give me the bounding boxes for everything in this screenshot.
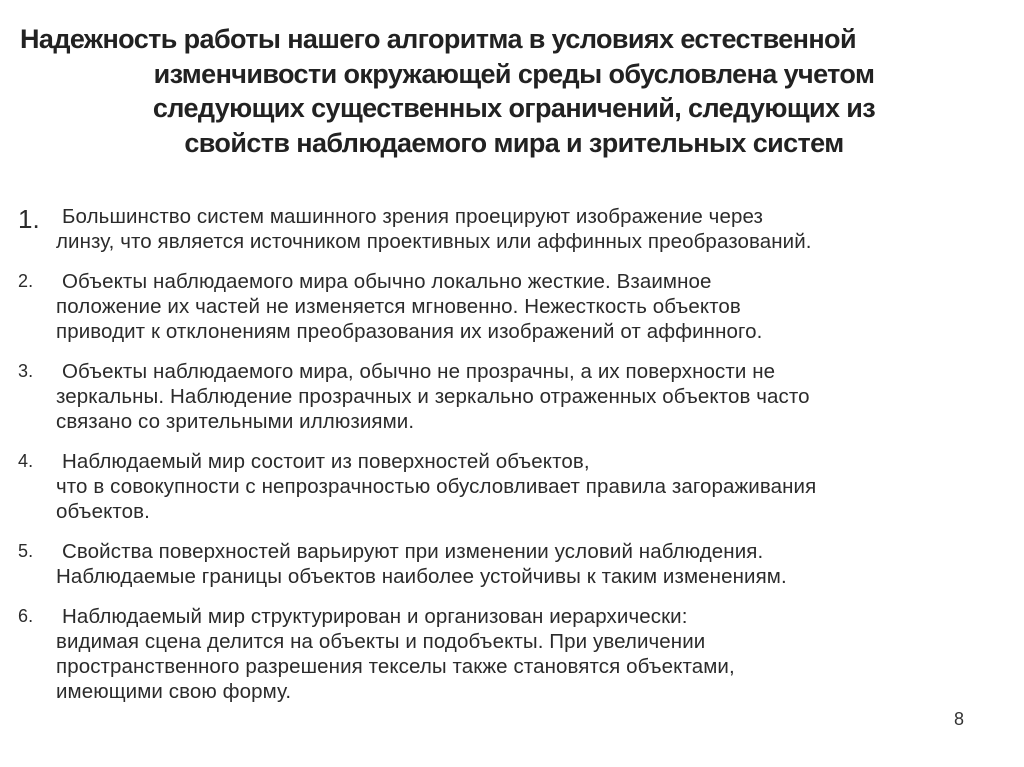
item-text-line: объектов. [56,500,150,523]
item-number: 5. [18,541,34,561]
item-text-line: Большинство систем машинного зрения проецируют изображение через [62,205,763,228]
item-text-line: видимая сцена делится на объекты и подобъекты. При увеличении [56,630,706,653]
item-text-line: положение их частей не изменяется мгновенно. Нежесткость объектов [56,295,741,318]
item-text-line: связано со зрительными иллюзиями. [56,410,415,433]
title-line: Надежность работы нашего алгоритма в условиях естественной [20,24,856,54]
page-number: 8 [953,709,964,729]
title-line: свойств наблюдаемого мира и зрительных систем [184,127,844,158]
constraints-list [18,190,1008,704]
list-item [18,604,1008,704]
list-item [18,359,1008,434]
item-number: 2. [18,271,34,291]
item-text-line: что в совокупности с непрозрачностью обусловливает правила загораживания [56,475,817,498]
list-item [18,269,1008,344]
item-number: 1. [18,204,40,234]
item-number: 3. [18,361,34,381]
item-text-line: Объекты наблюдаемого мира обычно локально жесткие. Взаимное [62,270,712,293]
item-number: 6. [18,606,34,626]
item-text-line: имеющими свою форму. [56,680,292,703]
item-text-line: Наблюдаемый мир состоит из поверхностей объектов, [62,450,590,473]
item-text-line: Свойства поверхностей варьируют при изменении условий наблюдения. [62,540,764,563]
item-text-line: зеркальны. Наблюдение прозрачных и зеркально отраженных объектов часто [56,385,810,408]
title-line: изменчивости окружающей среды обусловлена учетом [153,58,875,89]
item-text-line: Наблюдаемый мир структурирован и организован иерархически: [62,605,688,628]
item-text-line: пространственного разрешения текселы также становятся объектами, [56,655,735,678]
title-line: следующих существенных ограничений, следующих из [152,93,876,123]
item-number: 4. [18,451,34,471]
item-text-line: приводит к отклонениям преобразования их изображений от аффинного. [56,320,763,343]
item-text-line: линзу, что является источником проективных или аффинных преобразований. [56,230,812,253]
list-item [18,539,1008,589]
list-item [18,449,1008,524]
item-text-line: Наблюдаемые границы объектов наиболее устойчивы к таким изменениям. [56,565,787,588]
list-item [18,204,1008,254]
item-text-line: Объекты наблюдаемого мира, обычно не прозрачны, а их поверхности не [62,360,776,383]
slide-title [14,22,1014,160]
